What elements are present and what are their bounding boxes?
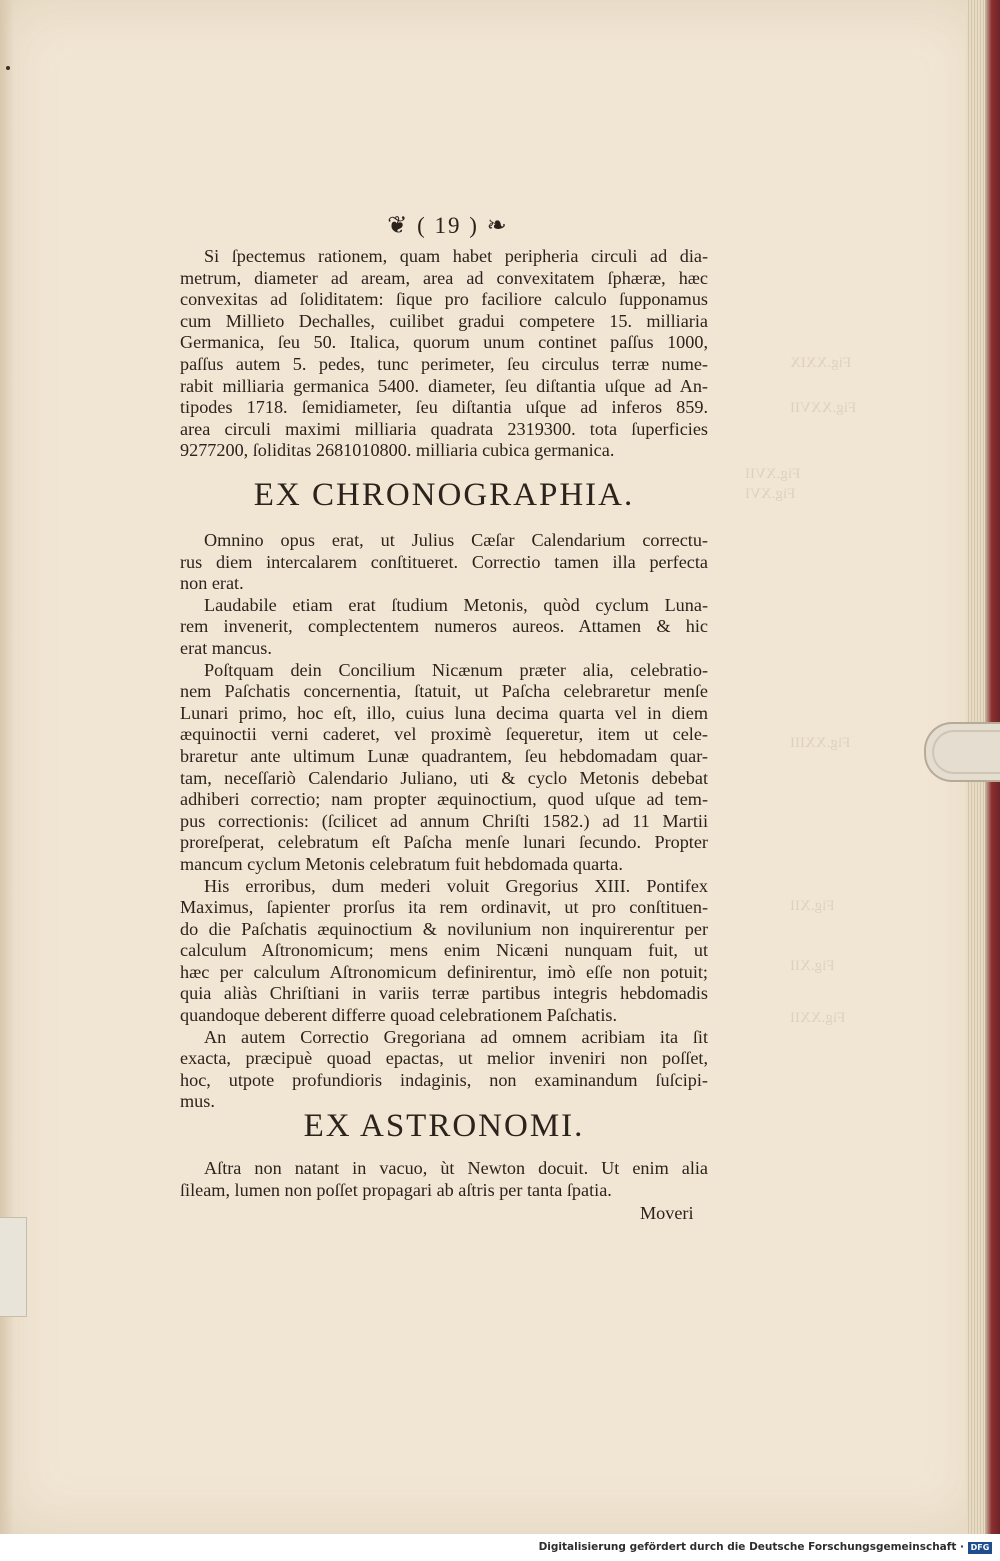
showthrough-mark: Fig.XVII [745, 466, 801, 482]
text-line: area circuli maximi milliaria quadrata 2319300. tota ſuperficies [180, 418, 708, 439]
text-line: proreſperat, celebratum eſt Paſcha menſe lunari ſecundo. Propter [180, 832, 708, 853]
text-line: nem Paſchatis concernentia, ſtatuit, ut Paſcha celebraretur menſe [180, 681, 708, 702]
text-line: metrum, diameter ad aream, area ad convexitatem ſphæræ, hæc [180, 267, 708, 288]
ink-dot [6, 66, 10, 70]
page-header [358, 211, 538, 240]
digitization-footer [0, 1534, 1000, 1561]
text-line: hæc per calculum Aſtronomicum definirentur, imò eſſe non potuit; [180, 961, 708, 982]
text-line: Omnino opus erat, ut Julius Cæſar Calendarium correctu- [204, 530, 708, 550]
page-tab-marker [924, 722, 1000, 782]
text-line: Maximus, ſapienter prorſus ita rem ordinavit, ut pro conſtituen- [180, 897, 708, 918]
text-line: rabit milliaria germanica 5400. diameter, ſeu diſtantia uſque ad An- [180, 375, 708, 396]
text-line: tam, neceſſariò Calendario Juliano, uti & cyclo Metonis debebat [180, 767, 708, 788]
astronomi-text [180, 1158, 708, 1201]
text-line: Si ſpectemus rationem, quam habet peripheria circuli ad dia- [204, 246, 708, 266]
text-line: braretur ante ultimum Lunæ quadrantem, ſeu hebdomadam quar- [180, 745, 708, 766]
text-line: An autem Correctio Gregoriana ad omnem acribiam ita ſit [204, 1026, 708, 1047]
text-line: do die Paſchatis æquinoctium & novilunium non inquirerentur per [180, 918, 708, 939]
text-line: hoc, utpote profundioris indaginis, non examinandum ſuſcipi- [180, 1069, 708, 1090]
showthrough-mark: Fig.XXIII [790, 735, 851, 751]
page-number: ( 19 ) [417, 213, 479, 238]
text-line: Germanica, ſeu 50. Italica, quorum unum continet paſſus 1000, [180, 332, 708, 353]
text-line: calculum Aſtronomicum; mens enim Nicæni nunquam fuit, ut [180, 940, 708, 961]
text-line: convexitas ad ſoliditatem: ſique pro faciliore calculo ſupponamus [180, 289, 708, 310]
section-heading-chronographia: EX CHRONOGRAPHIA. [253, 477, 635, 513]
text-line: paſſus autem 5. pedes, tunc perimeter, ſeu circulus terræ nume- [180, 353, 708, 374]
text-line: cum Millieto Dechalles, cuilibet gradui competere 15. milliaria [180, 310, 708, 331]
showthrough-mark: Fig.XXIX [790, 355, 852, 371]
text-line: Aſtra non natant in vacuo, ùt Newton docuit. Ut enim alia [204, 1158, 708, 1178]
showthrough-mark: Fig.XXVII [790, 400, 857, 416]
dfg-logo: DFG [968, 1542, 992, 1554]
showthrough-mark: Fig.XII [790, 898, 835, 914]
text-line: mancum cyclum Metonis celebratum fuit hebdomada quarta. [180, 853, 623, 874]
left-ornament-icon: ❦ [387, 213, 410, 239]
text-line: Lunari primo, hoc eſt, illo, cuius luna decima quarta vel in diem [180, 702, 708, 723]
funding-credit: Digitalisierung gefördert durch die Deutsche Forschungsgemeinschaft · [538, 1541, 964, 1553]
text-line: exacta, præcipuè quoad epactas, ut melior inveniri non poſſet, [180, 1048, 708, 1069]
text-line: tipodes 1718. ſemidiameter, ſeu diſtantia uſque ad inferos 859. [180, 397, 708, 418]
showthrough-mark: Fig.XXII [790, 1010, 846, 1026]
text-line: Poſtquam dein Concilium Nicænum præter alia, celebratio- [204, 659, 708, 680]
text-line: adhiberi correctio; nam propter æquinoctium, quod uſque ad tem- [180, 789, 708, 810]
catchword: Moveri [640, 1203, 694, 1223]
text-line: erat mancus. [180, 637, 272, 658]
text-line: pus correctionis: (ſcilicet ad annum Chriſti 1582.) ad 11 Martii [180, 810, 708, 831]
text-line: non erat. [180, 573, 244, 594]
showthrough-mark: Fig.XII [790, 958, 835, 974]
text-line: rem invenerit, complectentem numeros aureos. Attamen & hic [180, 616, 708, 637]
text-line: æquinoctii verni caderet, vel proximè ſequeretur, item ut cele- [180, 724, 708, 745]
section-heading-astronomi: EX ASTRONOMI. [303, 1108, 585, 1144]
text-line: mus. [180, 1091, 215, 1112]
text-line: 9277200, ſoliditas 2681010800. milliaria cubica germanica. [180, 440, 615, 461]
text-line: ſileam, lumen non poſſet propagari ab aſtris per tanta ſpatia. [180, 1179, 612, 1200]
text-line: quandoque deberent differre quoad celebrationem Paſchatis. [180, 1005, 617, 1026]
text-line: rus diem intercalarem conſtitueret. Correctio tamen illa perfecta [180, 551, 708, 572]
text-line: quia aliàs Chriſtiani in variis terræ partibus integris hebdomadis [180, 983, 708, 1004]
right-ornament-icon: ❧ [486, 213, 509, 239]
text-line: Laudabile etiam erat ſtudium Metonis, quòd cyclum Luna- [204, 594, 708, 615]
chronographia-text [180, 530, 708, 1113]
text-line: His erroribus, dum mederi voluit Gregorius XIII. Pontifex [204, 875, 708, 896]
showthrough-mark: Fig.XVI [745, 486, 796, 502]
paper-label-strip [0, 1217, 27, 1317]
opening-paragraph [180, 246, 708, 462]
